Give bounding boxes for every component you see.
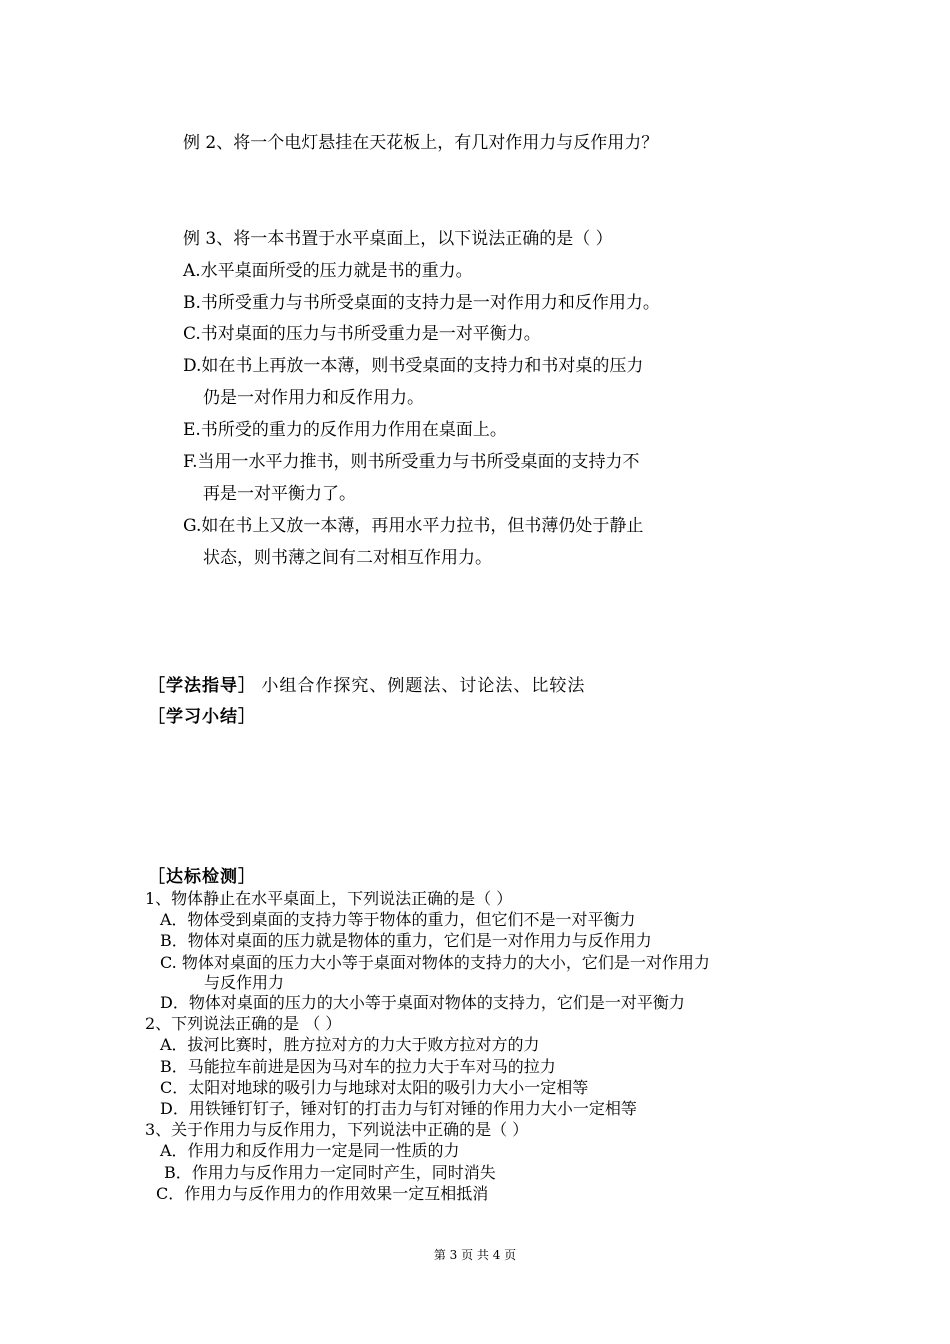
test-section [148,866,256,888]
page-footer: 第 3 页 共 4 页 [433,1248,517,1262]
question-3-stem: 3、关于作用力与反作用力，下列说法中正确的是（ ） [145,1120,529,1139]
question-1-option-a: A．物体受到桌面的支持力等于物体的重力，但它们不是一对平衡力 [160,910,636,929]
question-2-option-b: B．马能拉车前进是因为马对车的拉力大于车对马的拉力 [160,1057,556,1076]
method-guidance [148,675,585,697]
question-3-option-c: C．作用力与反作用力的作用效果一定互相抵消 [156,1184,489,1203]
example-3-option-d-line2: 仍是一对作用力和反作用力。 [203,388,424,408]
example-3-option-e: E.书所受的重力的反作用力作用在桌面上。 [183,420,507,440]
example-3-option-f-line1: F.当用一水平力推书，则书所受重力与书所受桌面的支持力不 [183,452,640,472]
question-2-option-c: C．太阳对地球的吸引力与地球对太阳的吸引力大小一定相等 [160,1078,589,1097]
example-3-option-a: A.水平桌面所受的压力就是书的重力。 [183,261,473,281]
question-1-option-b: B．物体对桌面的压力就是物体的重力，它们是一对作用力与反作用力 [160,931,652,950]
question-1-option-c-line1: C. 物体对桌面的压力大小等于桌面对物体的支持力的大小，它们是一对作用力 [160,953,710,972]
example-2-question: 例 2、将一个电灯悬挂在天花板上，有几对作用力与反作用力？ [183,133,659,153]
question-1-option-c-line2: 与反作用力 [204,973,285,992]
method-text: 小组合作探究、例题法、讨论法、比较法 [261,676,586,696]
example-3-option-b: B.书所受重力与书所受桌面的支持力是一对作用力和反作用力。 [183,293,660,313]
question-3-option-b: B．作用力与反作用力一定同时产生，同时消失 [164,1163,496,1182]
example-3-stem: 例 3、将一本书置于水平桌面上，以下说法正确的是（ ） [183,229,613,249]
example-3-option-d-line1: D.如在书上再放一本薄，则书受桌面的支持力和书对桌的压力 [183,356,644,376]
question-2-option-d: D．用铁锤钉钉子，锤对钉的打击力与钉对锤的作用力大小一定相等 [160,1099,637,1118]
question-1-stem: 1、物体静止在水平桌面上，下列说法正确的是（ ） [145,889,513,908]
example-3-option-g-line2: 状态，则书薄之间有二对相互作用力。 [203,548,492,568]
summary-heading: ［学习小结］ [148,707,256,727]
method-heading: ［学法指导］ [148,676,256,696]
example-3-option-c: C.书对桌面的压力与书所受重力是一对平衡力。 [183,324,541,344]
question-3-option-a: A．作用力和反作用力一定是同一性质的力 [160,1141,460,1160]
example-3-option-g-line1: G.如在书上又放一本薄，再用水平力拉书，但书薄仍处于静止 [183,516,644,536]
question-1-option-d: D．物体对桌面的压力的大小等于桌面对物体的支持力，它们是一对平衡力 [160,993,685,1012]
question-2-stem: 2、下列说法正确的是 （ ） [145,1014,342,1033]
example-3-option-f-line2: 再是一对平衡力了。 [203,484,356,504]
question-2-option-a: A．拔河比赛时，胜方拉对方的力大于败方拉对方的力 [160,1035,540,1054]
learning-summary [148,706,256,728]
test-heading: ［达标检测］ [148,867,256,887]
